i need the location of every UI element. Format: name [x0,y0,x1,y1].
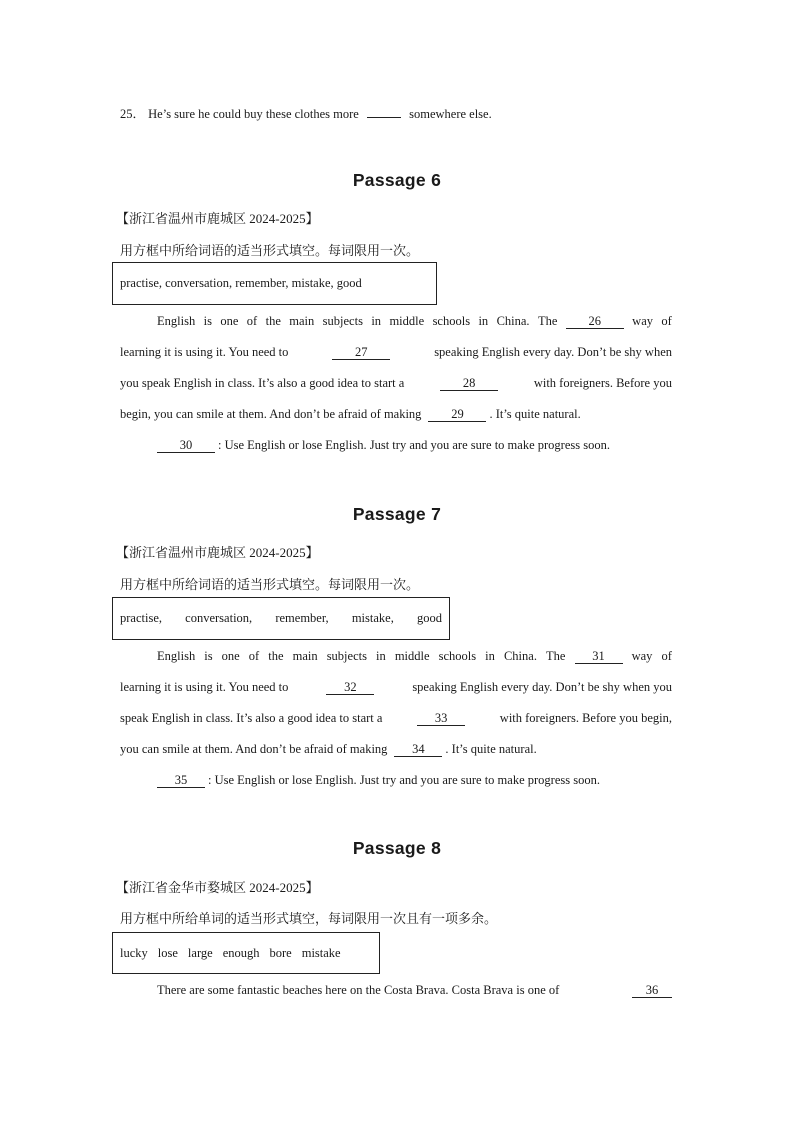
passage-7-line-2: learning it is using it. You need to 32 speaking English every day. Don’t be shy when you [120,680,672,694]
passage-6-source: 【浙江省温州市鹿城区 2024-2025】 [116,211,319,226]
passage-6-title: Passage 6 [352,170,442,190]
passage-8-line-1: There are some fantastic beaches here on the Costa Brava. Costa Brava is one of 36 [157,983,672,998]
blank-27[interactable]: 27 [332,346,390,360]
blank-34[interactable]: 34 [394,743,442,757]
passage-6-line-5: 30 : Use English or lose English. Just try and you are sure to make progress soon. [157,438,672,453]
passage-8-word-box: lucky lose large enough bore mistake [112,932,380,974]
question-text-b: somewhere else. [409,107,492,121]
passage-6-line-4: begin, you can smile at them. And don’t be afraid of making 29 . It’s quite natural. [120,407,581,421]
blank-32[interactable]: 32 [326,681,374,695]
passage-7-line-3: speak English in class. It’s also a good idea to start a 33 with foreigners. Before you begin, [120,711,672,725]
question-number: 25． [120,107,146,121]
blank-30[interactable]: 30 [157,439,215,453]
passage-6-line-1: English is one of the main subjects in middle schools in China. The 26 way of [157,314,672,328]
blank-31[interactable]: 31 [575,650,623,664]
word-box-text: practise, conversation, remember, mistake, good [120,276,362,290]
question-text-a: He’s sure he could buy these clothes more [148,107,359,121]
passage-6-instruction: 用方框中所给词语的适当形式填空。每词限用一次。 [120,243,420,258]
question-25 [120,104,492,122]
passage-7-source: 【浙江省温州市鹿城区 2024-2025】 [116,545,319,560]
passage-6-line-2: learning it is using it. You need to 27 speaking English every day. Don’t be shy when [120,345,672,359]
blank-33[interactable]: 33 [417,712,465,726]
blank-36[interactable]: 36 [632,984,672,998]
passage-6-word-box [112,262,437,305]
blank-35[interactable]: 35 [157,774,205,788]
passage-8-title: Passage 8 [352,838,442,858]
passage-7-line-4: you can smile at them. And don’t be afraid of making 34 . It’s quite natural. [120,742,537,756]
passage-7-line-1: English is one of the main subjects in middle schools in China. The 31 way of [157,649,672,663]
answer-blank[interactable] [367,117,401,118]
passage-7-title: Passage 7 [352,504,442,524]
passage-8-instruction: 用方框中所给单词的适当形式填空，每词限用一次且有一项多余。 [120,911,498,926]
passage-7-instruction: 用方框中所给词语的适当形式填空。每词限用一次。 [120,577,420,592]
passage-7-word-box: practise, conversation, remember, mistake, good [112,597,450,640]
blank-26[interactable]: 26 [566,315,624,329]
blank-28[interactable]: 28 [440,377,498,391]
passage-7-line-5: 35 : Use English or lose English. Just try and you are sure to make progress soon. [157,773,672,788]
blank-29[interactable]: 29 [428,408,486,422]
passage-8-source: 【浙江省金华市婺城区 2024-2025】 [116,880,319,895]
passage-6-line-3: you speak English in class. It’s also a good idea to start a 28 with foreigners. Before you [120,376,672,390]
